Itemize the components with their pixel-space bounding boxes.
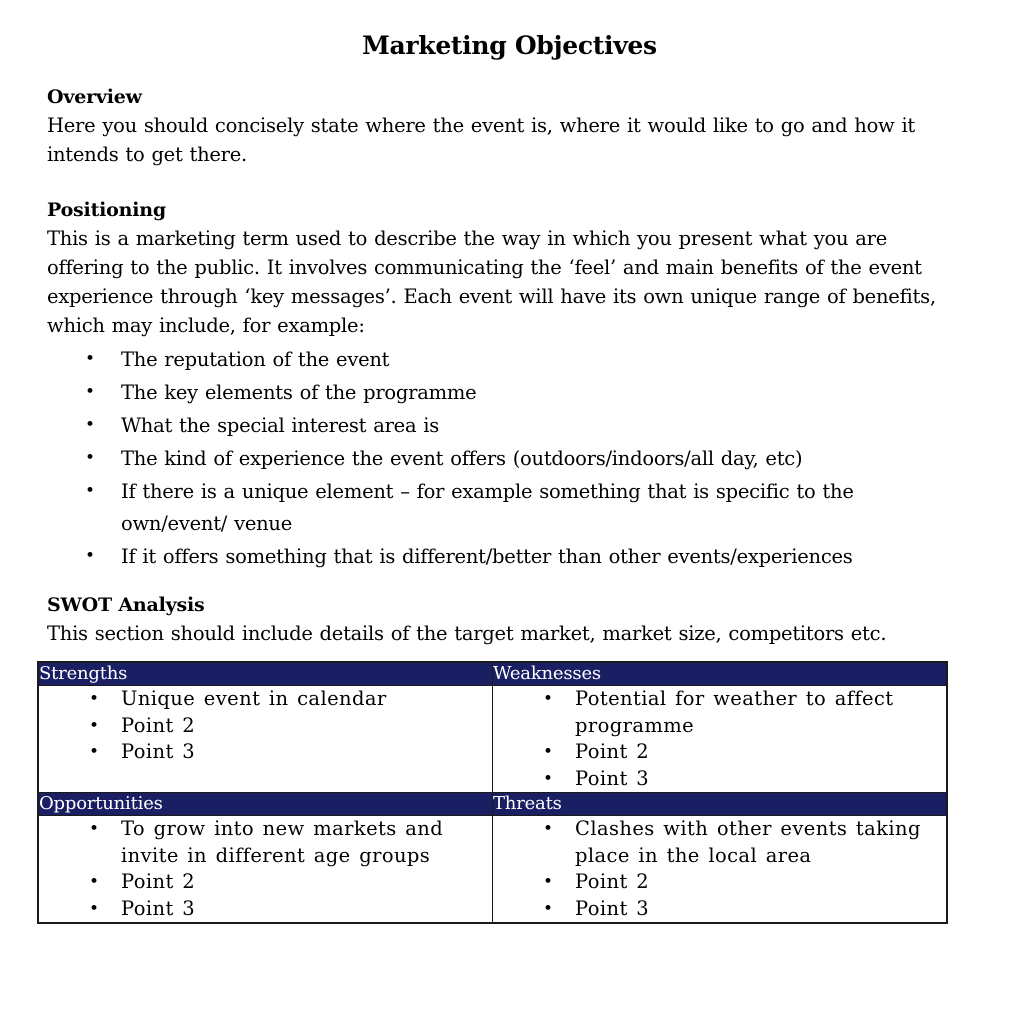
section-swot-analysis [47, 594, 947, 648]
list-item: • Potential for weather to affect programme [493, 686, 946, 739]
table-row [38, 662, 947, 686]
spacer [47, 169, 947, 199]
section-paragraph-swot-analysis: This section should include details of the target market, market size, competitors etc. [47, 622, 887, 645]
section-overview [47, 86, 947, 169]
section-heading-positioning: Positioning [47, 199, 166, 221]
section-heading-overview: Overview [47, 86, 142, 108]
list-item: • The key elements of the programme [47, 377, 947, 409]
table-row [38, 686, 947, 793]
swot-bullet-list-weaknesses [493, 686, 946, 792]
list-item: • Point 2 [493, 869, 946, 896]
swot-cell-strengths [38, 686, 493, 793]
swot-cell-opportunities [38, 816, 493, 924]
list-item: • If there is a unique element – for example something that is specific to the own/event/ venue [47, 476, 947, 540]
table-row [38, 816, 947, 924]
table-row [38, 793, 947, 816]
swot-header-strengths: Strengths [38, 662, 493, 686]
list-item: • The kind of experience the event offers (outdoors/indoors/all day, etc) [47, 443, 947, 475]
list-item: • Unique event in calendar [39, 686, 492, 713]
spacer [47, 574, 947, 594]
list-item: • Point 2 [39, 713, 492, 740]
section-paragraph-overview: Here you should concisely state where the event is, where it would like to go and how it intends to get there. [47, 114, 916, 166]
section-heading-swot-analysis: SWOT Analysis [47, 594, 205, 616]
list-item: • Point 3 [493, 896, 946, 923]
swot-cell-weaknesses [493, 686, 948, 793]
swot-table [37, 661, 948, 924]
page-title: Marketing Objectives [362, 31, 657, 60]
positioning-bullet-list [47, 344, 947, 573]
swot-bullet-list-strengths [39, 686, 492, 766]
list-item: • Point 3 [493, 766, 946, 793]
swot-table-wrapper [37, 661, 948, 924]
list-item: • Point 3 [39, 896, 492, 923]
section-paragraph-positioning: This is a marketing term used to describe the way in which you present what you are offering to the public. It involves communicating the ‘feel’ and main benefits of the event experience through ‘key messages’. Each event will have its own unique range of benefits, which may include, for example: [47, 227, 936, 337]
swot-header-weaknesses: Weaknesses [493, 662, 948, 686]
list-item: • Clashes with other events taking place in the local area [493, 816, 946, 869]
swot-bullet-list-threats [493, 816, 946, 922]
list-item: • If it offers something that is different/better than other events/experiences [47, 541, 947, 573]
list-item: • Point 2 [493, 739, 946, 766]
swot-cell-threats [493, 816, 948, 924]
document-body [47, 86, 947, 648]
section-positioning [47, 199, 947, 573]
list-item: • Point 2 [39, 869, 492, 896]
swot-header-threats: Threats [493, 793, 948, 816]
list-item: • To grow into new markets and invite in different age groups [39, 816, 492, 869]
list-item: • What the special interest area is [47, 410, 947, 442]
list-item: • Point 3 [39, 739, 492, 766]
list-item: • The reputation of the event [47, 344, 947, 376]
swot-header-opportunities: Opportunities [38, 793, 493, 816]
swot-bullet-list-opportunities [39, 816, 492, 922]
